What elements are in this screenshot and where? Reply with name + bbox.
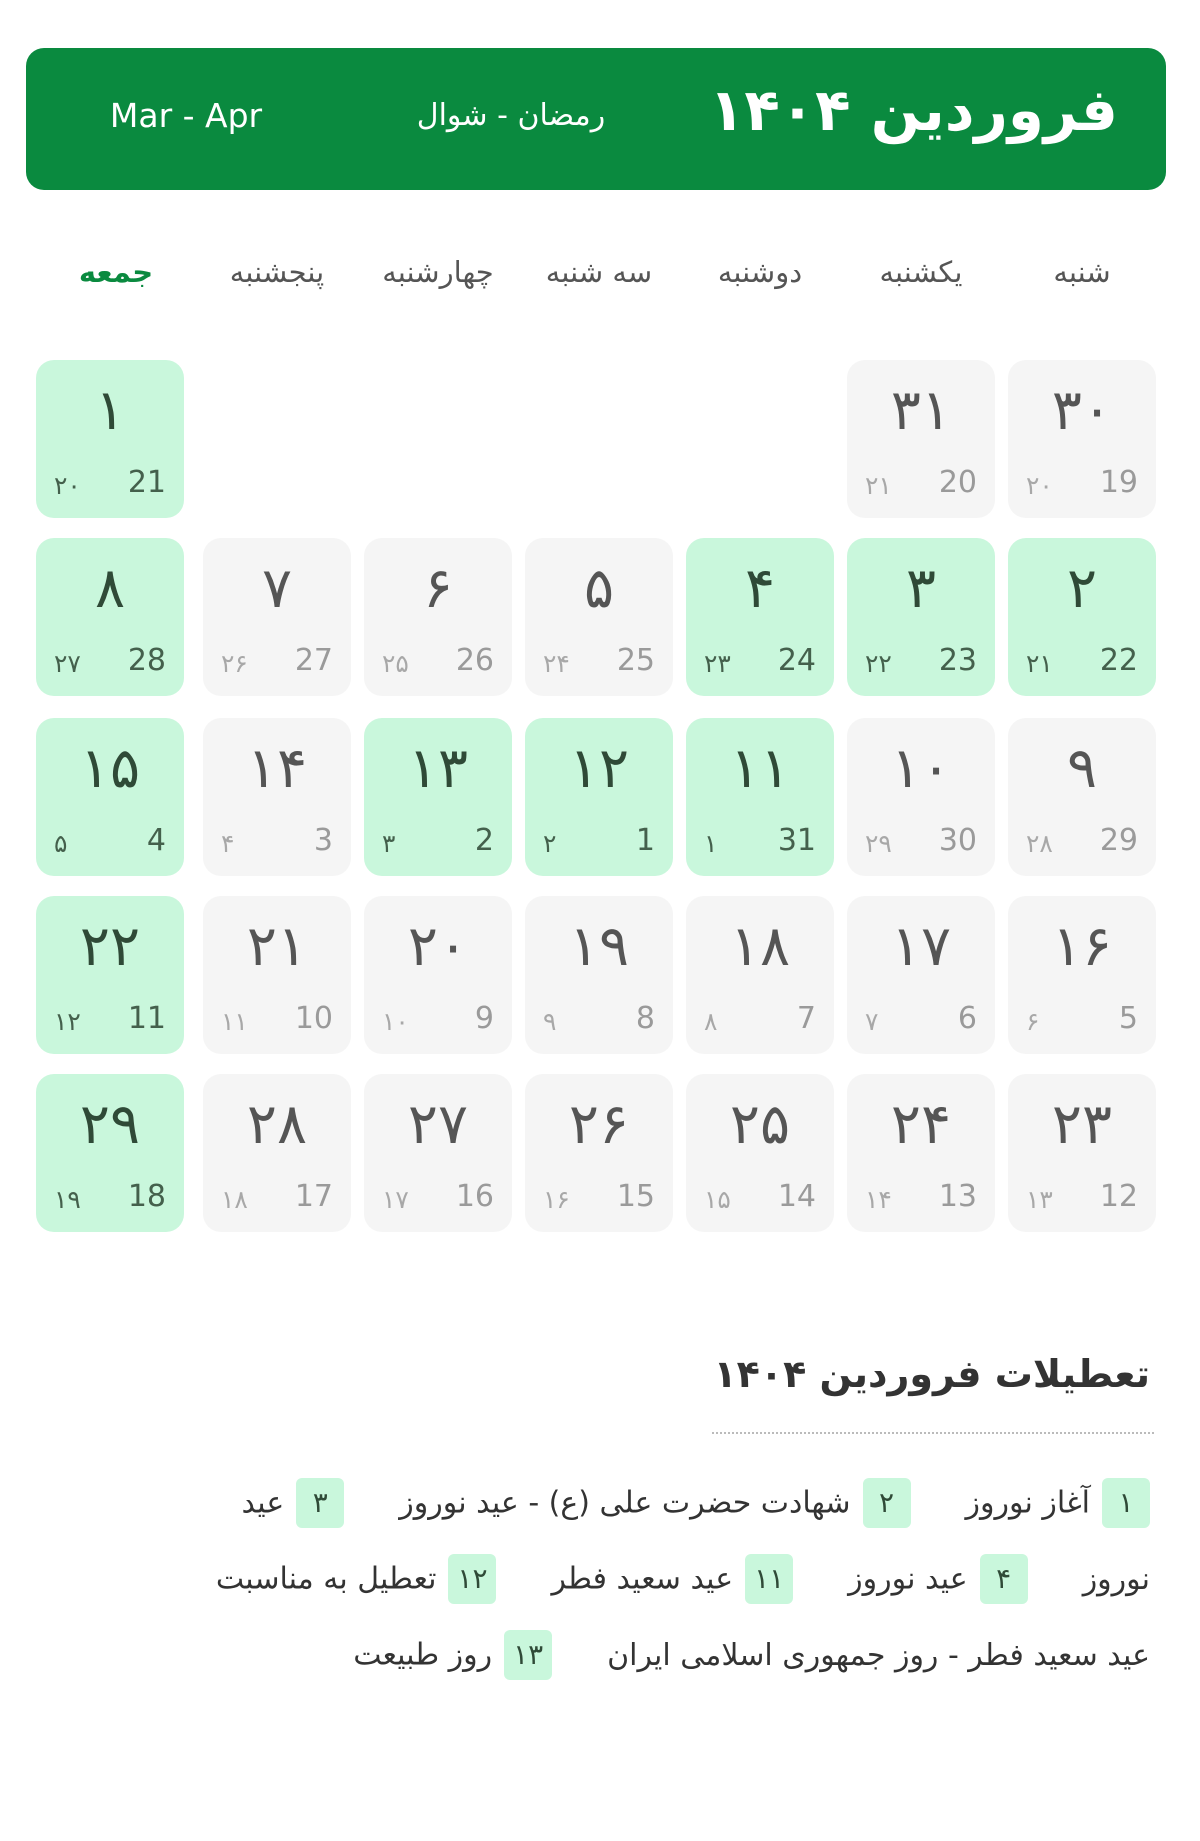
persian-day-number: ۱ [94, 378, 126, 443]
persian-day-number: ۲۳ [1051, 1092, 1113, 1157]
persian-day-number: ۲۰ [407, 914, 469, 979]
day-cell[interactable] [847, 896, 995, 1054]
holiday-item [966, 1478, 1151, 1528]
holiday-day-badge: ۱ [1102, 1478, 1150, 1528]
persian-day-number: ۲ [1066, 556, 1098, 621]
day-cell[interactable] [364, 1074, 512, 1232]
day-cell[interactable] [1008, 538, 1156, 696]
persian-day-number: ۱۱ [729, 736, 791, 801]
day-cell[interactable] [686, 718, 834, 876]
hijri-day-number: ۲ [543, 829, 557, 858]
day-cell[interactable] [203, 1074, 351, 1232]
persian-day-number: ۶ [422, 556, 454, 621]
gregorian-day-number: 25 [616, 643, 655, 678]
weekday-monday: دوشنبه [717, 255, 803, 289]
hijri-day-number: ۲۶ [221, 649, 248, 678]
persian-day-number: ۱۵ [79, 736, 141, 801]
holidays-divider [712, 1432, 1154, 1434]
day-cell[interactable] [364, 718, 512, 876]
hijri-day-number: ۸ [704, 1007, 718, 1036]
hijri-day-number: ۱۱ [221, 1007, 248, 1036]
hijri-day-number: ۲۰ [54, 471, 81, 500]
hijri-day-number: ۱۰ [382, 1007, 409, 1036]
day-cell[interactable] [847, 360, 995, 518]
day-cell[interactable] [525, 718, 673, 876]
gregorian-day-number: 29 [1099, 823, 1138, 858]
gregorian-day-number: 3 [313, 823, 333, 858]
hijri-day-number: ۱۶ [543, 1185, 570, 1214]
holiday-line [50, 1478, 1150, 1528]
persian-day-number: ۲۷ [407, 1092, 469, 1157]
day-cell[interactable] [364, 896, 512, 1054]
hijri-day-number: ۷ [865, 1007, 879, 1036]
day-cell[interactable] [36, 896, 184, 1054]
holiday-item [551, 1554, 793, 1604]
gregorian-day-number: 1 [635, 823, 655, 858]
day-cell[interactable] [36, 718, 184, 876]
holiday-item [848, 1554, 1028, 1604]
persian-day-number: ۲۵ [729, 1092, 791, 1157]
gregorian-day-number: 5 [1118, 1001, 1138, 1036]
hijri-day-number: ۱۵ [704, 1185, 731, 1214]
holiday-line [50, 1554, 1150, 1604]
hijri-day-number: ۲۱ [865, 471, 892, 500]
month-header [26, 48, 1166, 190]
day-cell[interactable] [847, 718, 995, 876]
day-cell[interactable] [525, 1074, 673, 1232]
weekday-wednesday: چهارشنبه [382, 255, 494, 289]
day-cell[interactable] [36, 1074, 184, 1232]
weekday-sunday: یکشنبه [879, 255, 963, 289]
persian-day-number: ۵ [583, 556, 615, 621]
persian-day-number: ۱۳ [407, 736, 469, 801]
gregorian-day-number: 2 [474, 823, 494, 858]
holiday-description: تعطیل به مناسبت [215, 1561, 437, 1597]
gregorian-day-number: 13 [938, 1179, 977, 1214]
day-cell[interactable] [36, 360, 184, 518]
day-cell[interactable] [1008, 360, 1156, 518]
persian-day-number: ۴ [744, 556, 776, 621]
day-cell[interactable] [1008, 1074, 1156, 1232]
gregorian-day-number: 10 [294, 1001, 333, 1036]
holiday-description: عید سعید فطر [551, 1561, 734, 1597]
persian-day-number: ۲۸ [246, 1092, 308, 1157]
persian-day-number: ۲۲ [79, 914, 141, 979]
gregorian-day-number: 24 [777, 643, 816, 678]
gregorian-day-number: 11 [127, 1001, 166, 1036]
hijri-day-number: ۲۲ [865, 649, 892, 678]
holiday-description: شهادت حضرت علی (ع) - عید نوروز [399, 1485, 851, 1521]
hijri-day-number: ۲۸ [1026, 829, 1053, 858]
persian-day-number: ۱۸ [729, 914, 791, 979]
gregorian-day-number: 8 [635, 1001, 655, 1036]
hijri-months: رمضان - شوال [416, 98, 606, 133]
persian-day-number: ۲۶ [568, 1092, 630, 1157]
persian-day-number: ۱۴ [246, 736, 308, 801]
holiday-item [399, 1478, 910, 1528]
holiday-day-badge: ۲ [863, 1478, 911, 1528]
holiday-day-badge: ۴ [980, 1554, 1028, 1604]
persian-day-number: ۳ [905, 556, 937, 621]
hijri-day-number: ۲۷ [54, 649, 81, 678]
gregorian-day-number: 17 [294, 1179, 333, 1214]
gregorian-day-number: 12 [1099, 1179, 1138, 1214]
gregorian-day-number: 9 [474, 1001, 494, 1036]
hijri-day-number: ۵ [54, 829, 68, 858]
weekday-tuesday: سه شنبه [545, 255, 653, 289]
weekday-thursday: پنجشنبه [229, 255, 325, 289]
persian-day-number: ۱۲ [568, 736, 630, 801]
hijri-day-number: ۱۳ [1026, 1185, 1053, 1214]
persian-day-number: ۸ [94, 556, 126, 621]
gregorian-day-number: 18 [127, 1179, 166, 1214]
gregorian-day-number: 4 [146, 823, 166, 858]
hijri-day-number: ۲۱ [1026, 649, 1053, 678]
holiday-day-badge: ۱۲ [448, 1554, 496, 1604]
persian-day-number: ۹ [1066, 736, 1098, 801]
day-cell[interactable] [847, 538, 995, 696]
holiday-description: عید [241, 1485, 285, 1521]
day-cell[interactable] [847, 1074, 995, 1232]
holiday-description: عید نوروز [848, 1561, 968, 1597]
day-cell[interactable] [686, 896, 834, 1054]
holiday-description: آغاز نوروز [965, 1485, 1090, 1521]
persian-day-number: ۲۴ [890, 1092, 952, 1157]
hijri-day-number: ۱۲ [54, 1007, 81, 1036]
hijri-day-number: ۱۷ [382, 1185, 409, 1214]
hijri-day-number: ۳ [382, 829, 396, 858]
holiday-item [242, 1478, 345, 1528]
hijri-day-number: ۱ [704, 829, 718, 858]
persian-day-number: ۱۰ [890, 736, 952, 801]
hijri-day-number: ۴ [221, 829, 235, 858]
holiday-day-badge: ۱۳ [504, 1630, 552, 1680]
gregorian-day-number: 7 [796, 1001, 816, 1036]
persian-day-number: ۳۱ [890, 378, 952, 443]
gregorian-day-number: 20 [938, 465, 977, 500]
holiday-item [1083, 1561, 1150, 1597]
gregorian-day-number: 28 [127, 643, 166, 678]
day-cell[interactable] [36, 538, 184, 696]
holiday-item [216, 1554, 497, 1604]
holiday-item [607, 1637, 1150, 1673]
gregorian-day-number: 23 [938, 643, 977, 678]
gregorian-day-number: 15 [616, 1179, 655, 1214]
day-cell[interactable] [203, 896, 351, 1054]
persian-day-number: ۱۶ [1051, 914, 1113, 979]
hijri-day-number: ۲۰ [1026, 471, 1053, 500]
day-cell[interactable] [203, 538, 351, 696]
hijri-day-number: ۶ [1026, 1007, 1040, 1036]
hijri-day-number: ۲۴ [543, 649, 570, 678]
persian-day-number: ۱۷ [890, 914, 952, 979]
persian-day-number: ۷ [261, 556, 293, 621]
persian-day-number: ۱۹ [568, 914, 630, 979]
holiday-line [50, 1630, 1150, 1680]
hijri-day-number: ۹ [543, 1007, 557, 1036]
gregorian-day-number: 22 [1099, 643, 1138, 678]
day-cell[interactable] [686, 538, 834, 696]
hijri-day-number: ۲۳ [704, 649, 731, 678]
holiday-description: نوروز [1082, 1561, 1150, 1597]
persian-day-number: ۲۹ [79, 1092, 141, 1157]
hijri-day-number: ۲۵ [382, 649, 409, 678]
gregorian-day-number: 14 [777, 1179, 816, 1214]
hijri-day-number: ۱۴ [865, 1185, 892, 1214]
day-cell[interactable] [525, 896, 673, 1054]
holiday-day-badge: ۳ [296, 1478, 344, 1528]
hijri-day-number: ۱۹ [54, 1185, 81, 1214]
gregorian-day-number: 26 [455, 643, 494, 678]
day-cell[interactable] [525, 538, 673, 696]
gregorian-months: Mar - Apr [109, 96, 263, 135]
day-cell[interactable] [364, 538, 512, 696]
gregorian-day-number: 30 [938, 823, 977, 858]
day-cell[interactable] [686, 1074, 834, 1232]
holidays-title: تعطیلات فروردین ۱۴۰۴ [713, 1352, 1150, 1396]
month-title: فروردین ۱۴۰۴ [708, 76, 1118, 144]
persian-day-number: ۳۰ [1051, 378, 1113, 443]
gregorian-day-number: 16 [455, 1179, 494, 1214]
hijri-day-number: ۱۸ [221, 1185, 248, 1214]
weekday-friday: جمعه [78, 255, 154, 289]
gregorian-day-number: 27 [294, 643, 333, 678]
day-cell[interactable] [1008, 896, 1156, 1054]
holiday-day-badge: ۱۱ [745, 1554, 793, 1604]
gregorian-day-number: 6 [957, 1001, 977, 1036]
weekday-saturday: شنبه [1053, 255, 1111, 289]
gregorian-day-number: 19 [1099, 465, 1138, 500]
hijri-day-number: ۲۹ [865, 829, 892, 858]
day-cell[interactable] [203, 718, 351, 876]
gregorian-day-number: 31 [777, 823, 816, 858]
holiday-description: روز طبیعت [353, 1637, 493, 1673]
holiday-item [353, 1630, 552, 1680]
persian-day-number: ۲۱ [246, 914, 308, 979]
day-cell[interactable] [1008, 718, 1156, 876]
gregorian-day-number: 21 [127, 465, 166, 500]
holiday-description: عید سعید فطر - روز جمهوری اسلامی ایران [607, 1637, 1150, 1673]
